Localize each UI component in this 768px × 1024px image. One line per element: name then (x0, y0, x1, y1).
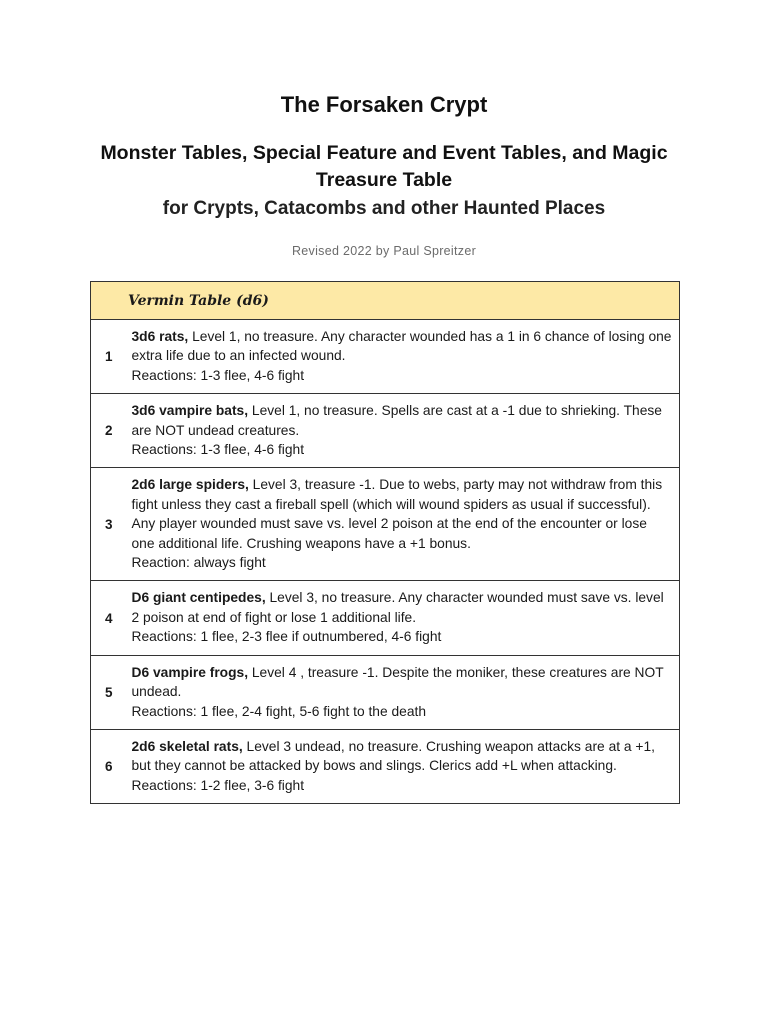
monster-name: 3d6 vampire bats, (131, 403, 249, 419)
row-entry (132, 475, 674, 553)
table-header: Vermin Table (d6) (91, 282, 680, 320)
table-row (91, 468, 680, 581)
table-row (91, 394, 680, 468)
monster-reactions: Reactions: 1-3 flee, 4-6 fight (131, 442, 305, 458)
monster-name: 3d6 rats, (131, 329, 189, 344)
row-number: 6 (91, 729, 123, 803)
monster-reactions: Reactions: 1 flee, 2-4 fight, 5-6 fight to the death (131, 703, 427, 719)
vermin-table-container (90, 281, 679, 804)
vermin-table (90, 281, 680, 804)
monster-name: 2d6 large spiders, (131, 477, 249, 493)
row-number: 5 (91, 655, 123, 729)
row-description (123, 320, 680, 394)
row-description (123, 581, 680, 655)
monster-details: Level 3, treasure -1. Due to webs, party may not withdraw from this fight unless they cast a fireball spell (which will wound spiders as usual if successful). Any player wounded must save vs. level 2 poison at the end of the encounter or lose one additional life. Crushing weapons have a +1 bonus. (131, 477, 663, 551)
monster-name: D6 vampire frogs, (131, 664, 249, 680)
row-description (123, 468, 680, 581)
row-entry (132, 588, 674, 627)
row-entry (132, 663, 674, 702)
monster-name: D6 giant centipedes, (131, 590, 266, 606)
monster-reactions: Reactions: 1-2 flee, 3-6 fight (131, 777, 305, 793)
row-number: 1 (91, 320, 123, 394)
monster-reactions: Reactions: 1-3 flee, 4-6 fight (131, 367, 305, 383)
table-row (91, 729, 680, 803)
monster-reactions: Reactions: 1 flee, 2-3 flee if outnumbered, 4-6 fight (131, 629, 442, 645)
monster-reactions: Reaction: always fight (131, 555, 266, 571)
monster-details: Level 3 undead, no treasure. Crushing weapon attacks are at a +1, but they cannot be attacked by bows and slings. Clerics add +L when attacking. (131, 738, 655, 774)
row-entry (132, 737, 674, 776)
monster-details: Level 1, no treasure. Spells are cast at a -1 due to shrieking. These are NOT undead creatures. (131, 403, 662, 438)
document-subtitle-secondary: for Crypts, Catacombs and other Haunted Places (162, 198, 606, 219)
table-row (91, 581, 680, 655)
document-subtitle: Monster Tables, Special Feature and Event Tables, and Magic Treasure Table (100, 142, 668, 191)
table-header-row (91, 282, 680, 320)
document-title: The Forsaken Crypt (280, 92, 488, 117)
monster-details: Level 4 , treasure -1. Despite the moniker, these creatures are NOT undead. (131, 664, 664, 700)
row-description (123, 655, 680, 729)
monster-name: 2d6 skeletal rats, (131, 738, 243, 754)
monster-details: Level 1, no treasure. Any character wounded has a 1 in 6 chance of losing one extra life due to an infected wound. (131, 329, 672, 364)
row-description (123, 394, 680, 468)
monster-details: Level 3, no treasure. Any character wounded must save vs. level 2 poison at end of fight or lose 1 additional life. (131, 590, 664, 625)
table-row (91, 320, 680, 394)
row-number: 3 (91, 468, 123, 581)
row-number: 2 (91, 394, 123, 468)
revision-note: Revised 2022 by Paul Spreitzer (291, 244, 477, 258)
table-row (91, 655, 680, 729)
row-description (123, 729, 680, 803)
row-number: 4 (91, 581, 123, 655)
row-entry (132, 327, 674, 366)
row-entry (132, 401, 674, 440)
